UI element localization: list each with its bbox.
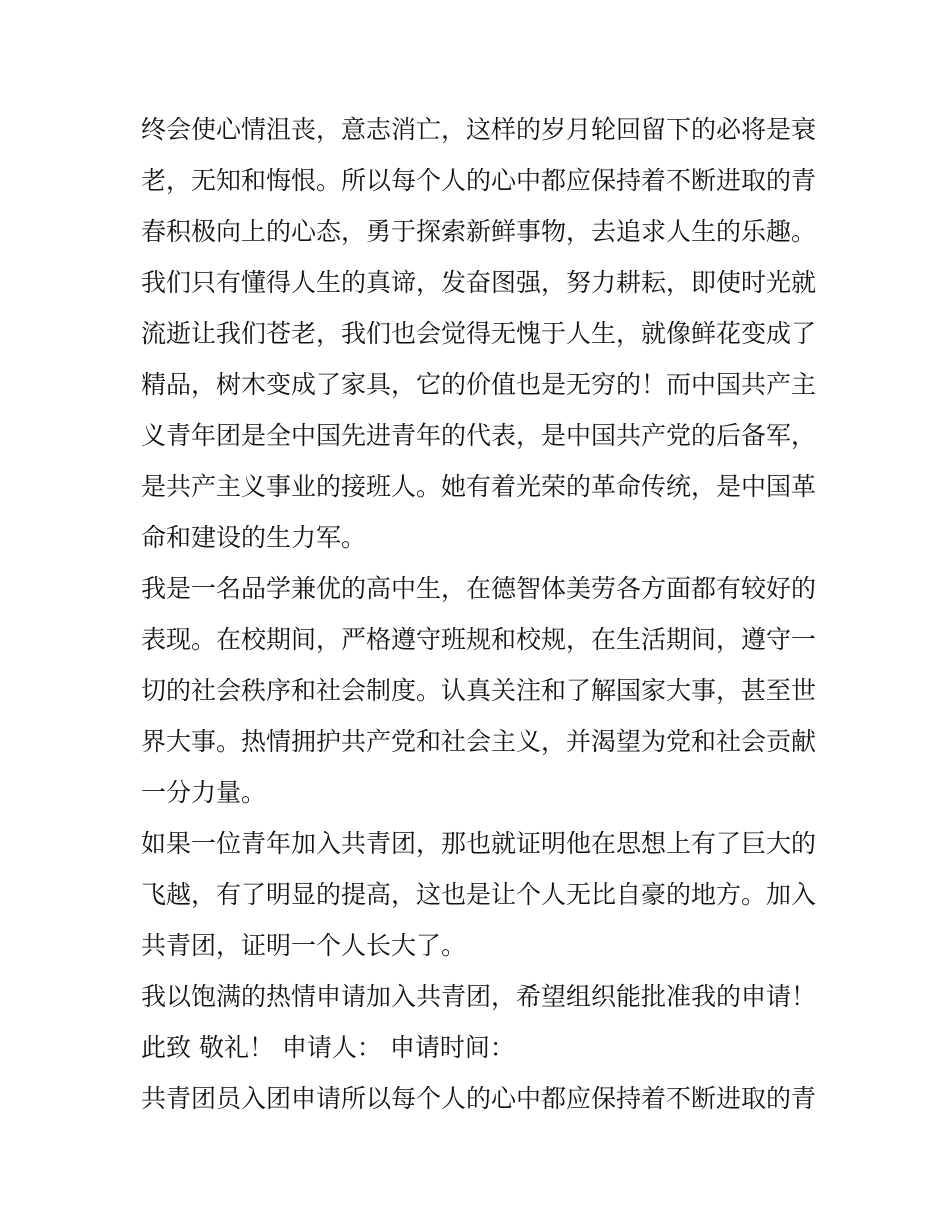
text-line: 是共产主义事业的接班人。她有着光荣的革命传统，是中国革 [141, 472, 817, 501]
text-line: 我是一名品学兼优的高中生，在德智体美劳各方面都有较好的 [141, 574, 817, 603]
text-line: 命和建设的生力军。 [141, 523, 367, 552]
text-line: 此致 敬礼！ 申请人： 申请时间： [141, 1033, 515, 1062]
text-line: 切的社会秩序和社会制度。认真关注和了解国家大事，甚至世 [141, 676, 817, 705]
document-body [141, 104, 841, 1124]
text-line: 我以饱满的热情申请加入共青团，希望组织能批准我的申请！ [141, 982, 817, 1011]
text-line: 共青团员入团申请所以每个人的心中都应保持着不断进取的青 [141, 1084, 817, 1113]
text-line: 飞越，有了明显的提高，这也是让个人无比自豪的地方。加入 [141, 880, 817, 909]
text-line: 老，无知和悔恨。所以每个人的心中都应保持着不断进取的青 [141, 166, 817, 195]
text-line: 终会使心情沮丧，意志消亡，这样的岁月轮回留下的必将是衰 [141, 115, 817, 144]
text-line: 一分力量。 [141, 778, 267, 807]
text-line: 精品，树木变成了家具，它的价值也是无穷的！而中国共产主 [141, 370, 817, 399]
text-line: 春积极向上的心态，勇于探索新鲜事物，去追求人生的乐趣。 [141, 217, 817, 246]
text-line: 我们只有懂得人生的真谛，发奋图强，努力耕耘，即使时光就 [141, 268, 817, 297]
text-line: 共青团，证明一个人长大了。 [141, 931, 467, 960]
text-line: 界大事。热情拥护共产党和社会主义，并渴望为党和社会贡献 [141, 727, 817, 756]
text-line: 表现。在校期间，严格遵守班规和校规，在生活期间，遵守一 [141, 625, 817, 654]
text-line: 流逝让我们苍老，我们也会觉得无愧于人生，就像鲜花变成了 [141, 319, 817, 348]
text-line: 如果一位青年加入共青团，那也就证明他在思想上有了巨大的 [141, 829, 817, 858]
text-line: 义青年团是全中国先进青年的代表，是中国共产党的后备军， [141, 421, 817, 450]
